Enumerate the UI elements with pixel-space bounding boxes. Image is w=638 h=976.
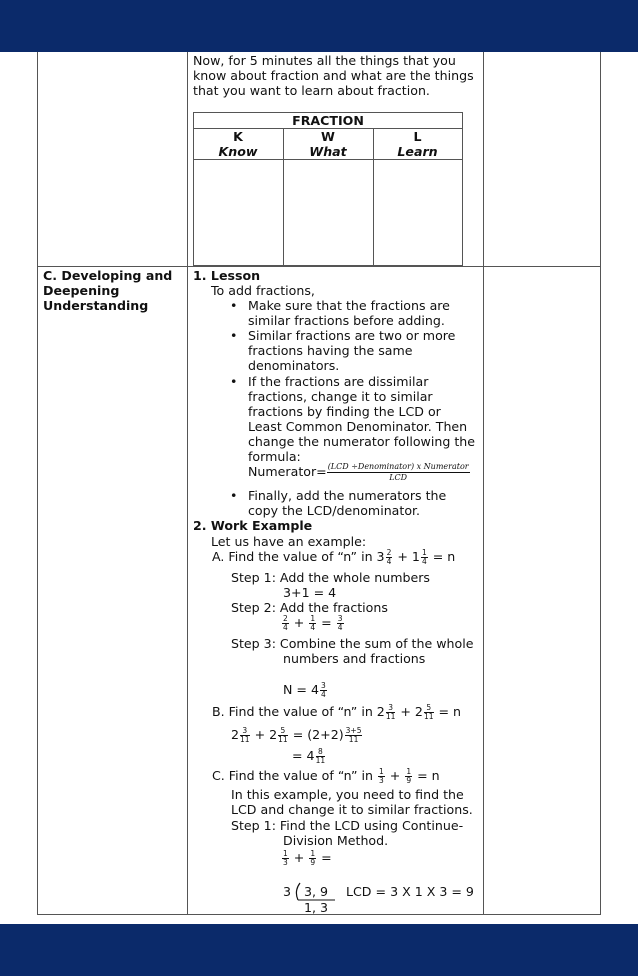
- division-quotient: 1, 3: [304, 900, 329, 915]
- bullet-3-line-1: • If the fractions are dissimilar: [248, 374, 428, 389]
- a-step-1: Step 1: Add the whole numbers: [231, 570, 430, 585]
- bullet-4-line-2: copy the LCD/denominator.: [248, 503, 421, 518]
- b-line-2: = 4 $\frac{8}{11}$: [292, 747, 326, 765]
- fraction: $\frac{1}{4}$: [421, 548, 427, 566]
- kwl-letter-w: W: [321, 129, 335, 144]
- c-text-1: In this example, you need to find the: [231, 787, 464, 802]
- division-divisor: 3: [283, 884, 292, 899]
- footer-band: [0, 924, 638, 976]
- fraction: $\frac{3}{11}$: [240, 726, 250, 744]
- question-c: C. Find the value of “n” in $\frac{1}{3}$ + $\frac{1}{9}$ = n: [212, 767, 440, 785]
- intro-line-2: know about fraction and what are the things: [193, 68, 474, 83]
- formula-numerator: (LCD ÷Denominator) x Numerator: [327, 462, 469, 471]
- formula-fraction: [327, 462, 470, 483]
- kwl-letter-l: L: [413, 129, 422, 144]
- table-border-left: [37, 52, 38, 915]
- a-step-2: Step 2: Add the fractions: [231, 600, 388, 615]
- intro-line-1: Now, for 5 minutes all the things that you: [193, 53, 456, 68]
- section-label-line-1: C. Developing and: [43, 268, 173, 283]
- table-border-right: [600, 52, 601, 915]
- fraction: $\frac{2}{4}$: [386, 548, 392, 566]
- bullet-3-line-3: fractions by finding the LCD or: [248, 404, 441, 419]
- bullet-3-line-4: Least Common Denominator. Then: [248, 419, 468, 434]
- b-line-1: 2 $\frac{3}{11}$ + 2 $\frac{5}{11}$ = (2+2) $\frac{3+5}{11}$: [231, 726, 362, 744]
- fraction: $\frac{3}{4}$: [337, 614, 343, 632]
- section-label-line-2: Deepening: [43, 283, 120, 298]
- kwl-letter-k: K: [233, 129, 243, 144]
- kwl-word-what: What: [309, 144, 347, 159]
- fraction: $\frac{5}{11}$: [278, 726, 288, 744]
- work-heading: 2. Work Example: [193, 518, 313, 533]
- kwl-word-know: Know: [218, 144, 258, 159]
- numerator-formula: [248, 462, 470, 483]
- fraction: $\frac{8}{11}$: [315, 747, 326, 765]
- question-a: A. Find the value of “n” in 3 $\frac{2}{4}$ + 1 $\frac{1}{4}$ = n: [212, 548, 456, 566]
- c-step-1: Step 1: Find the LCD using Continue-: [231, 818, 464, 833]
- work-intro: Let us have an example:: [211, 534, 367, 549]
- fraction: $\frac{1}{3}$: [283, 849, 288, 867]
- question-b: B. Find the value of “n” in 2 $\frac{3}{11}$ + 2 $\frac{5}{11}$ = n: [212, 703, 462, 721]
- kwl-title: FRACTION: [292, 113, 364, 128]
- table-divider-2: [483, 52, 484, 915]
- c-expression: $\frac{1}{3}$ + $\frac{1}{9}$ =: [283, 849, 332, 867]
- fraction: $\frac{1}{4}$: [310, 614, 316, 632]
- bullet-3-line-2: fractions, change it to similar: [248, 389, 433, 404]
- a-result: N = 4 $\frac{3}{4}$: [283, 681, 326, 699]
- bullet-4-line-1: • Finally, add the numerators the: [248, 488, 446, 503]
- fraction: $\frac{1}{3}$: [378, 767, 384, 785]
- header-band: [0, 0, 638, 52]
- a-step-2-expression: $\frac{2}{4}$ + $\frac{1}{4}$ = $\frac{3}{4}$: [283, 614, 343, 632]
- table-divider-1: [187, 52, 188, 915]
- fraction: $\frac{2}{4}$: [283, 614, 288, 632]
- bullet-2-line-1: • Similar fractions are two or more: [248, 328, 455, 343]
- kwl-word-learn: Learn: [397, 144, 438, 159]
- fraction: $\frac{5}{11}$: [423, 703, 434, 721]
- bullet-3-line-6: formula:: [248, 449, 301, 464]
- formula-denominator: LCD: [389, 473, 408, 482]
- table-row-divider: [37, 266, 601, 267]
- a-step-3-line-2: numbers and fractions: [283, 651, 426, 666]
- lesson-heading: 1. Lesson: [193, 268, 261, 283]
- fraction: $\frac{1}{9}$: [406, 767, 412, 785]
- bullet-3-line-5: change the numerator following the: [248, 434, 476, 449]
- division-dividend: 3, 9: [304, 884, 329, 899]
- bullet-1-line-1: • Make sure that the fractions are: [248, 298, 450, 313]
- section-label-line-3: Understanding: [43, 298, 149, 313]
- bullet-1-line-2: similar fractions before adding.: [248, 313, 445, 328]
- lesson-intro: To add fractions,: [211, 283, 315, 298]
- formula-label: Numerator=: [248, 464, 327, 479]
- fraction: $\frac{3}{11}$: [385, 703, 396, 721]
- bullet-2-line-2: fractions having the same: [248, 343, 413, 358]
- a-step-3: Step 3: Combine the sum of the whole: [231, 636, 474, 651]
- c-text-2: LCD and change it to similar fractions.: [231, 802, 473, 817]
- fraction: $\frac{3+5}{11}$: [345, 726, 362, 744]
- c-step-1-line-2: Division Method.: [283, 833, 389, 848]
- intro-line-3: that you want to learn about fraction.: [193, 83, 430, 98]
- a-step-1-result: 3+1 = 4: [283, 585, 337, 600]
- lcd-result: LCD = 3 X 1 X 3 = 9: [346, 884, 474, 899]
- fraction: $\frac{1}{9}$: [310, 849, 316, 867]
- bullet-2-line-3: denominators.: [248, 358, 340, 373]
- fraction: $\frac{3}{4}$: [321, 681, 326, 699]
